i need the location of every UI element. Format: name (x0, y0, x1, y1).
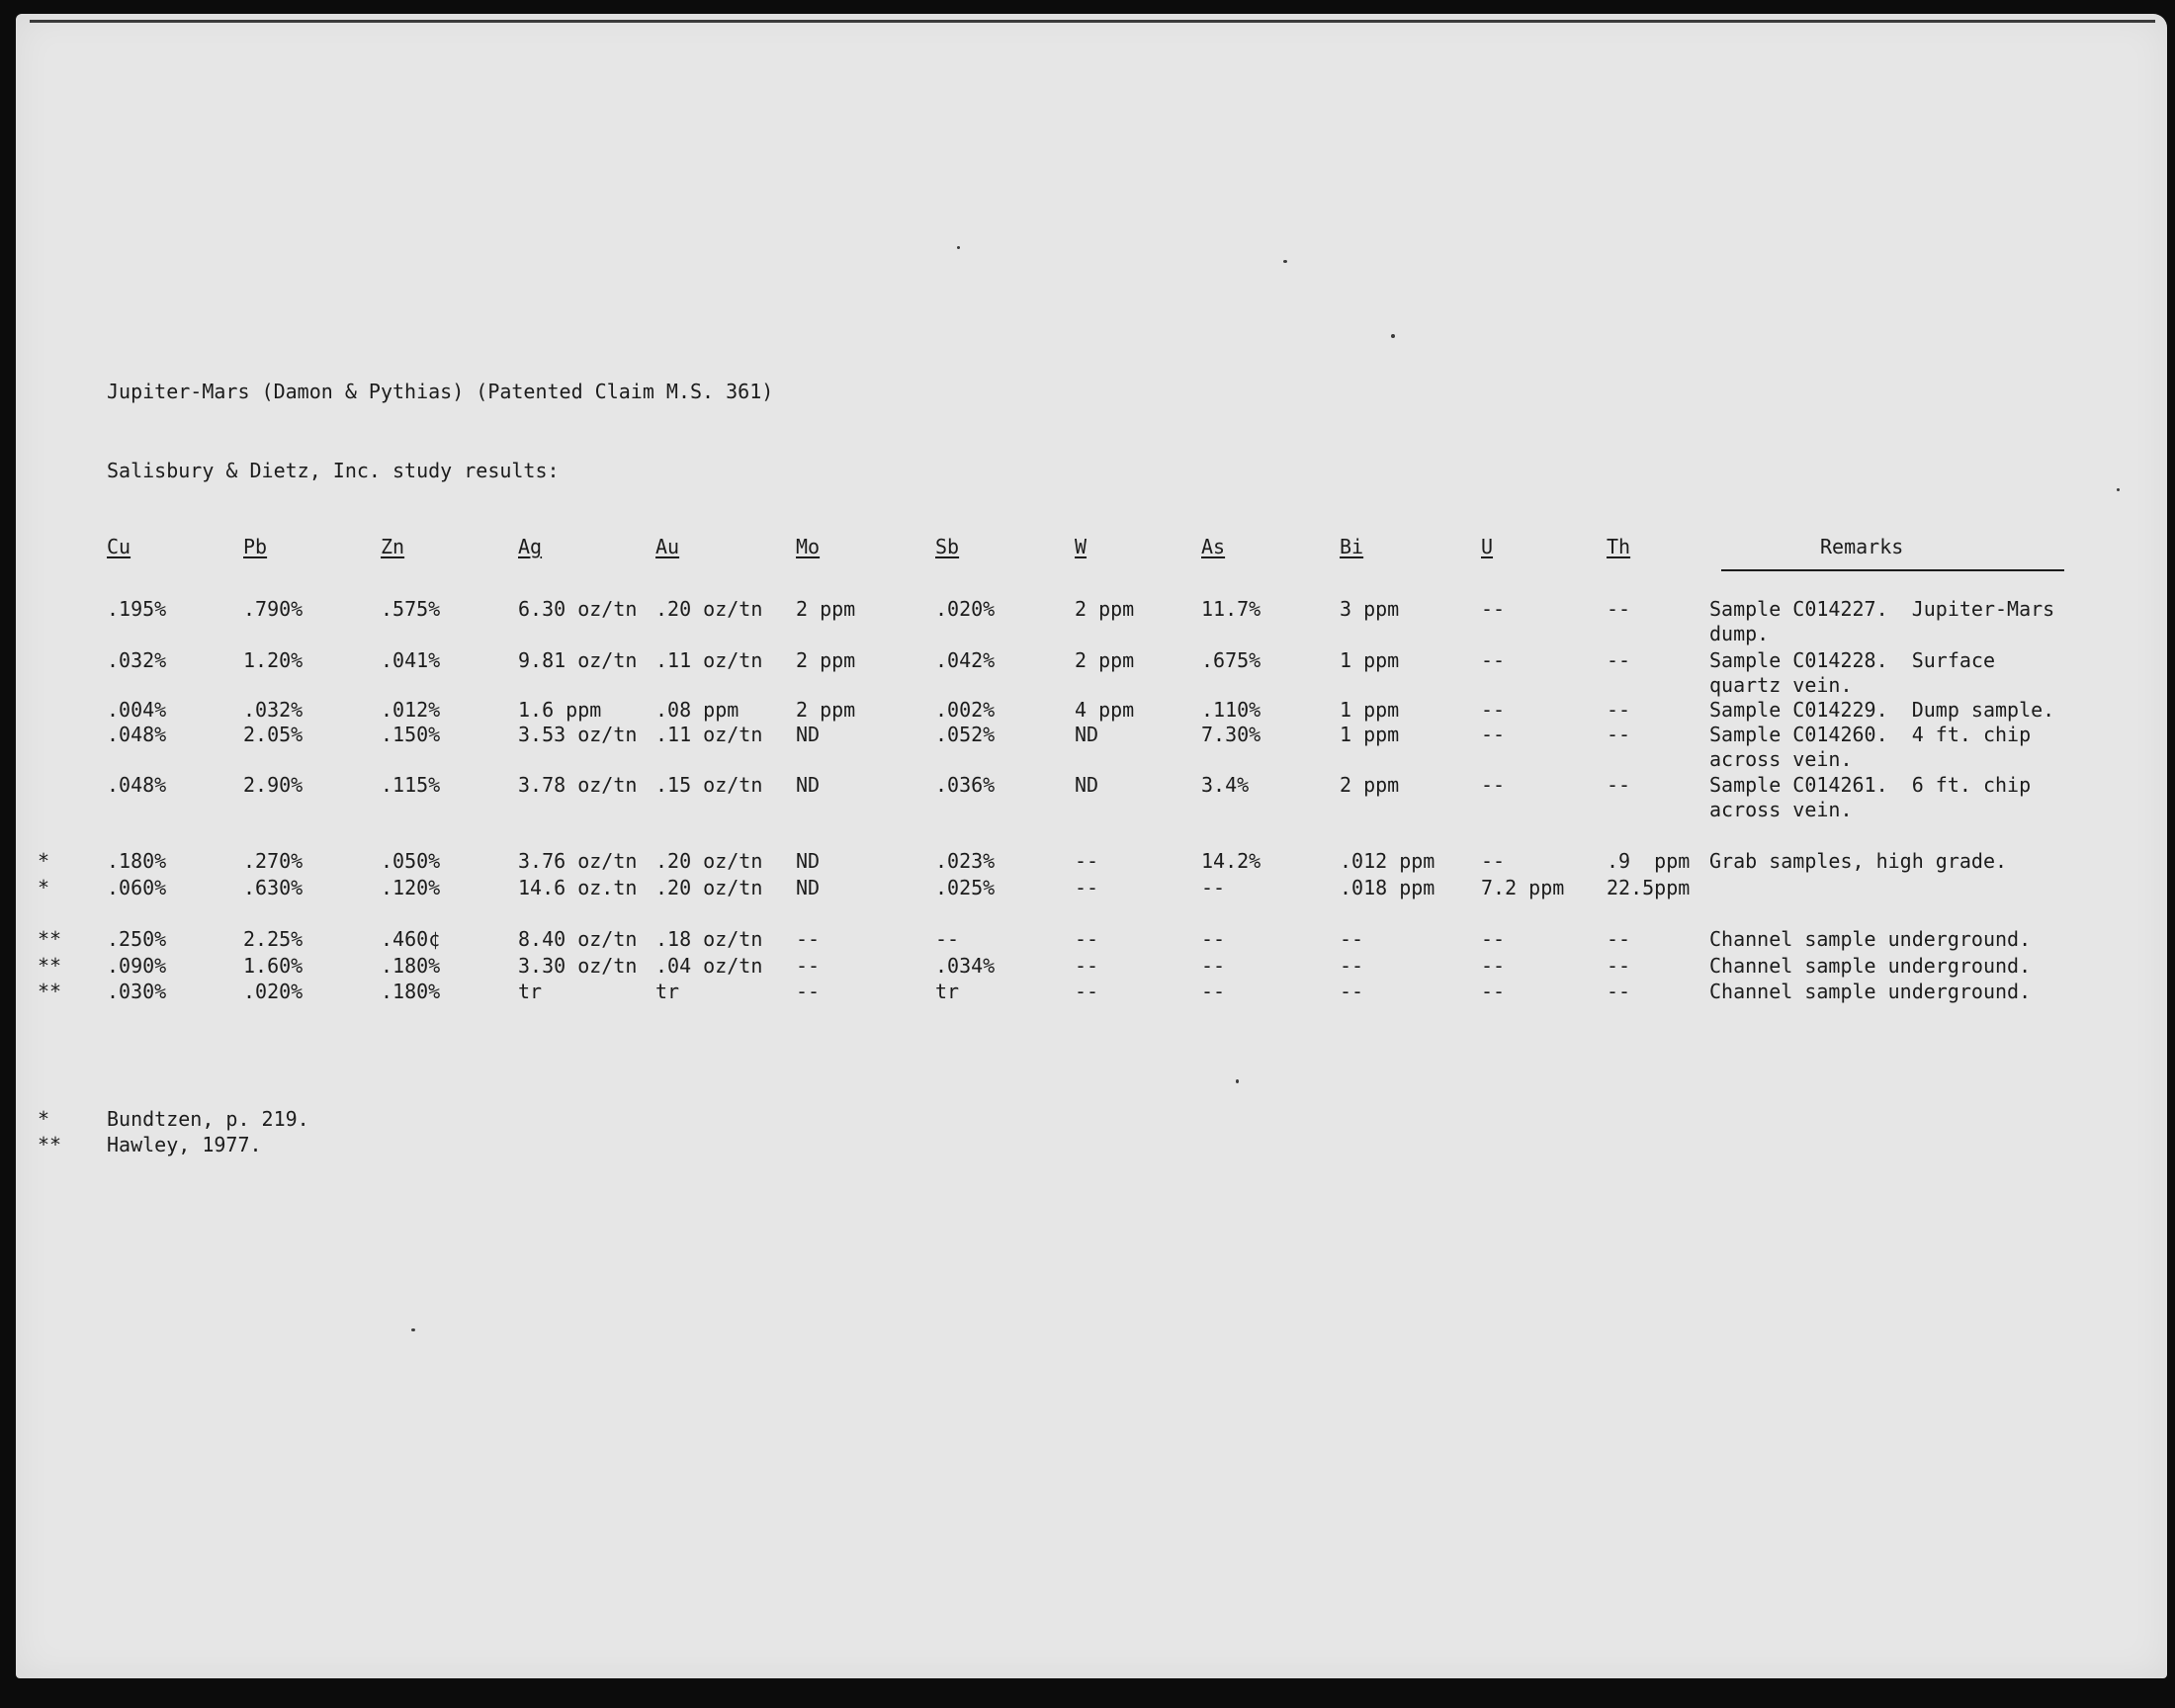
cell-w: -- (1075, 927, 1099, 951)
cell-zn: .041% (381, 648, 441, 672)
cell-sb: .023% (935, 849, 996, 873)
cell-cu: .180% (107, 849, 167, 873)
cell-u: -- (1481, 954, 1506, 978)
cell-u: -- (1481, 849, 1506, 873)
cell-zn: .120% (381, 876, 441, 899)
cell-au: .11 oz/tn (655, 723, 763, 746)
cell-ag: tr (518, 980, 543, 1003)
cell-sb: .052% (935, 723, 996, 746)
cell-th: -- (1607, 698, 1631, 722)
cell-au: .04 oz/tn (655, 954, 763, 978)
cell-zn: .575% (381, 597, 441, 621)
column-header-au: Au (655, 535, 680, 558)
column-header-cu: Cu (107, 535, 131, 558)
cell-mo: ND (796, 876, 821, 899)
cell-zn: .115% (381, 773, 441, 797)
cell-u: -- (1481, 698, 1506, 722)
cell-ag: 14.6 oz.tn (518, 876, 638, 899)
column-header-th: Th (1607, 535, 1631, 558)
cell-th: -- (1607, 954, 1631, 978)
cell-as: 3.4% (1201, 773, 1250, 797)
cell-au: tr (655, 980, 680, 1003)
cell-th: -- (1607, 980, 1631, 1003)
cell-pb: 2.25% (243, 927, 304, 951)
scan-speck (1283, 260, 1287, 263)
cell-sb: .034% (935, 954, 996, 978)
cell-mo: 2 ppm (796, 648, 856, 672)
cell-sb: .042% (935, 648, 996, 672)
cell-ag: 3.53 oz/tn (518, 723, 638, 746)
cell-w: ND (1075, 723, 1099, 746)
cell-remarks: Channel sample underground. (1709, 954, 2032, 978)
row-marker: ** (38, 954, 62, 978)
footnote-text: Hawley, 1977. (107, 1133, 262, 1156)
cell-cu: .060% (107, 876, 167, 899)
column-header-sb: Sb (935, 535, 960, 558)
column-header-zn: Zn (381, 535, 405, 558)
remarks-header-rule (1721, 569, 2064, 571)
row-marker: * (38, 849, 50, 873)
cell-sb: tr (935, 980, 960, 1003)
cell-pb: .032% (243, 698, 304, 722)
cell-pb: 1.20% (243, 648, 304, 672)
scan-speck (957, 246, 960, 249)
cell-w: 2 ppm (1075, 648, 1135, 672)
cell-as: 14.2% (1201, 849, 1262, 873)
cell-bi: 3 ppm (1340, 597, 1400, 621)
cell-w: 2 ppm (1075, 597, 1135, 621)
cell-cu: .195% (107, 597, 167, 621)
cell-ag: 1.6 ppm (518, 698, 602, 722)
column-header-pb: Pb (243, 535, 268, 558)
cell-pb: .270% (243, 849, 304, 873)
cell-sb: .025% (935, 876, 996, 899)
cell-cu: .030% (107, 980, 167, 1003)
cell-sb: -- (935, 927, 960, 951)
cell-w: -- (1075, 980, 1099, 1003)
cell-w: -- (1075, 876, 1099, 899)
cell-mo: ND (796, 849, 821, 873)
cell-as: .110% (1201, 698, 1262, 722)
cell-au: .11 oz/tn (655, 648, 763, 672)
cell-remarks: Channel sample underground. (1709, 927, 2032, 951)
cell-as: -- (1201, 927, 1226, 951)
scan-speck (2117, 488, 2120, 491)
cell-au: .08 ppm (655, 698, 740, 722)
column-header-u: U (1481, 535, 1494, 558)
cell-mo: ND (796, 723, 821, 746)
cell-as: -- (1201, 980, 1226, 1003)
cell-ag: 9.81 oz/tn (518, 648, 638, 672)
cell-u: -- (1481, 773, 1506, 797)
cell-as: -- (1201, 876, 1226, 899)
cell-mo: 2 ppm (796, 698, 856, 722)
cell-as: 7.30% (1201, 723, 1262, 746)
cell-pb: 1.60% (243, 954, 304, 978)
cell-th: .9 ppm (1607, 849, 1691, 873)
cell-remarks: Sample C014227. Jupiter-Mars (1709, 597, 2055, 621)
column-header-ag: Ag (518, 535, 543, 558)
column-header-w: W (1075, 535, 1088, 558)
cell-w: -- (1075, 849, 1099, 873)
cell-as: 11.7% (1201, 597, 1262, 621)
cell-as: .675% (1201, 648, 1262, 672)
cell-zn: .460¢ (381, 927, 441, 951)
footnote-text: Bundtzen, p. 219. (107, 1107, 309, 1131)
cell-au: .15 oz/tn (655, 773, 763, 797)
cell-as: -- (1201, 954, 1226, 978)
scan-speck (1391, 334, 1395, 338)
cell-th: -- (1607, 723, 1631, 746)
cell-th: -- (1607, 597, 1631, 621)
cell-zn: .180% (381, 954, 441, 978)
document-title: Jupiter-Mars (Damon & Pythias) (Patented Claim M.S. 361) (107, 380, 774, 403)
cell-bi: -- (1340, 927, 1364, 951)
scan-speck (1236, 1079, 1239, 1083)
cell-cu: .048% (107, 723, 167, 746)
cell-au: .20 oz/tn (655, 597, 763, 621)
footnote-marker: * (38, 1107, 50, 1131)
cell-remarks: Sample C014228. Surface (1709, 648, 1995, 672)
cell-zn: .150% (381, 723, 441, 746)
cell-remarks: across vein. (1709, 798, 1853, 821)
cell-mo: ND (796, 773, 821, 797)
cell-remarks: dump. (1709, 622, 1770, 645)
cell-bi: .012 ppm (1340, 849, 1436, 873)
cell-cu: .048% (107, 773, 167, 797)
cell-zn: .012% (381, 698, 441, 722)
cell-u: -- (1481, 927, 1506, 951)
cell-bi: -- (1340, 980, 1364, 1003)
cell-au: .20 oz/tn (655, 876, 763, 899)
cell-remarks: Grab samples, high grade. (1709, 849, 2008, 873)
page-top-edge (30, 20, 2155, 23)
cell-w: 4 ppm (1075, 698, 1135, 722)
document-page (16, 14, 2167, 1678)
cell-ag: 8.40 oz/tn (518, 927, 638, 951)
cell-sb: .002% (935, 698, 996, 722)
document-subtitle: Salisbury & Dietz, Inc. study results: (107, 459, 560, 482)
cell-mo: -- (796, 927, 821, 951)
scan-speck (411, 1328, 415, 1331)
cell-sb: .036% (935, 773, 996, 797)
cell-u: -- (1481, 597, 1506, 621)
cell-w: ND (1075, 773, 1099, 797)
cell-zn: .050% (381, 849, 441, 873)
cell-remarks: Channel sample underground. (1709, 980, 2032, 1003)
cell-pb: 2.90% (243, 773, 304, 797)
cell-cu: .250% (107, 927, 167, 951)
cell-au: .18 oz/tn (655, 927, 763, 951)
column-header-mo: Mo (796, 535, 821, 558)
cell-u: -- (1481, 723, 1506, 746)
cell-ag: 3.30 oz/tn (518, 954, 638, 978)
cell-bi: 1 ppm (1340, 698, 1400, 722)
row-marker: ** (38, 980, 62, 1003)
cell-remarks: Sample C014229. Dump sample. (1709, 698, 2055, 722)
cell-pb: .630% (243, 876, 304, 899)
cell-remarks: across vein. (1709, 747, 1853, 771)
row-marker: ** (38, 927, 62, 951)
cell-th: 22.5ppm (1607, 876, 1691, 899)
cell-u: 7.2 ppm (1481, 876, 1565, 899)
cell-zn: .180% (381, 980, 441, 1003)
cell-sb: .020% (935, 597, 996, 621)
cell-bi: -- (1340, 954, 1364, 978)
cell-w: -- (1075, 954, 1099, 978)
cell-cu: .032% (107, 648, 167, 672)
cell-th: -- (1607, 648, 1631, 672)
cell-remarks: quartz vein. (1709, 673, 1853, 697)
cell-u: -- (1481, 648, 1506, 672)
cell-cu: .004% (107, 698, 167, 722)
row-marker: * (38, 876, 50, 899)
cell-cu: .090% (107, 954, 167, 978)
cell-pb: .020% (243, 980, 304, 1003)
cell-th: -- (1607, 927, 1631, 951)
cell-bi: 1 ppm (1340, 648, 1400, 672)
cell-remarks: Sample C014260. 4 ft. chip (1709, 723, 2032, 746)
cell-ag: 3.76 oz/tn (518, 849, 638, 873)
cell-bi: 2 ppm (1340, 773, 1400, 797)
column-header-remarks: Remarks (1820, 535, 1904, 558)
cell-pb: .790% (243, 597, 304, 621)
cell-pb: 2.05% (243, 723, 304, 746)
cell-bi: 1 ppm (1340, 723, 1400, 746)
cell-mo: -- (796, 954, 821, 978)
cell-u: -- (1481, 980, 1506, 1003)
cell-remarks: Sample C014261. 6 ft. chip (1709, 773, 2032, 797)
cell-au: .20 oz/tn (655, 849, 763, 873)
cell-ag: 6.30 oz/tn (518, 597, 638, 621)
column-header-bi: Bi (1340, 535, 1364, 558)
cell-bi: .018 ppm (1340, 876, 1436, 899)
footnote-marker: ** (38, 1133, 62, 1156)
column-header-as: As (1201, 535, 1226, 558)
cell-th: -- (1607, 773, 1631, 797)
cell-mo: -- (796, 980, 821, 1003)
cell-ag: 3.78 oz/tn (518, 773, 638, 797)
cell-mo: 2 ppm (796, 597, 856, 621)
